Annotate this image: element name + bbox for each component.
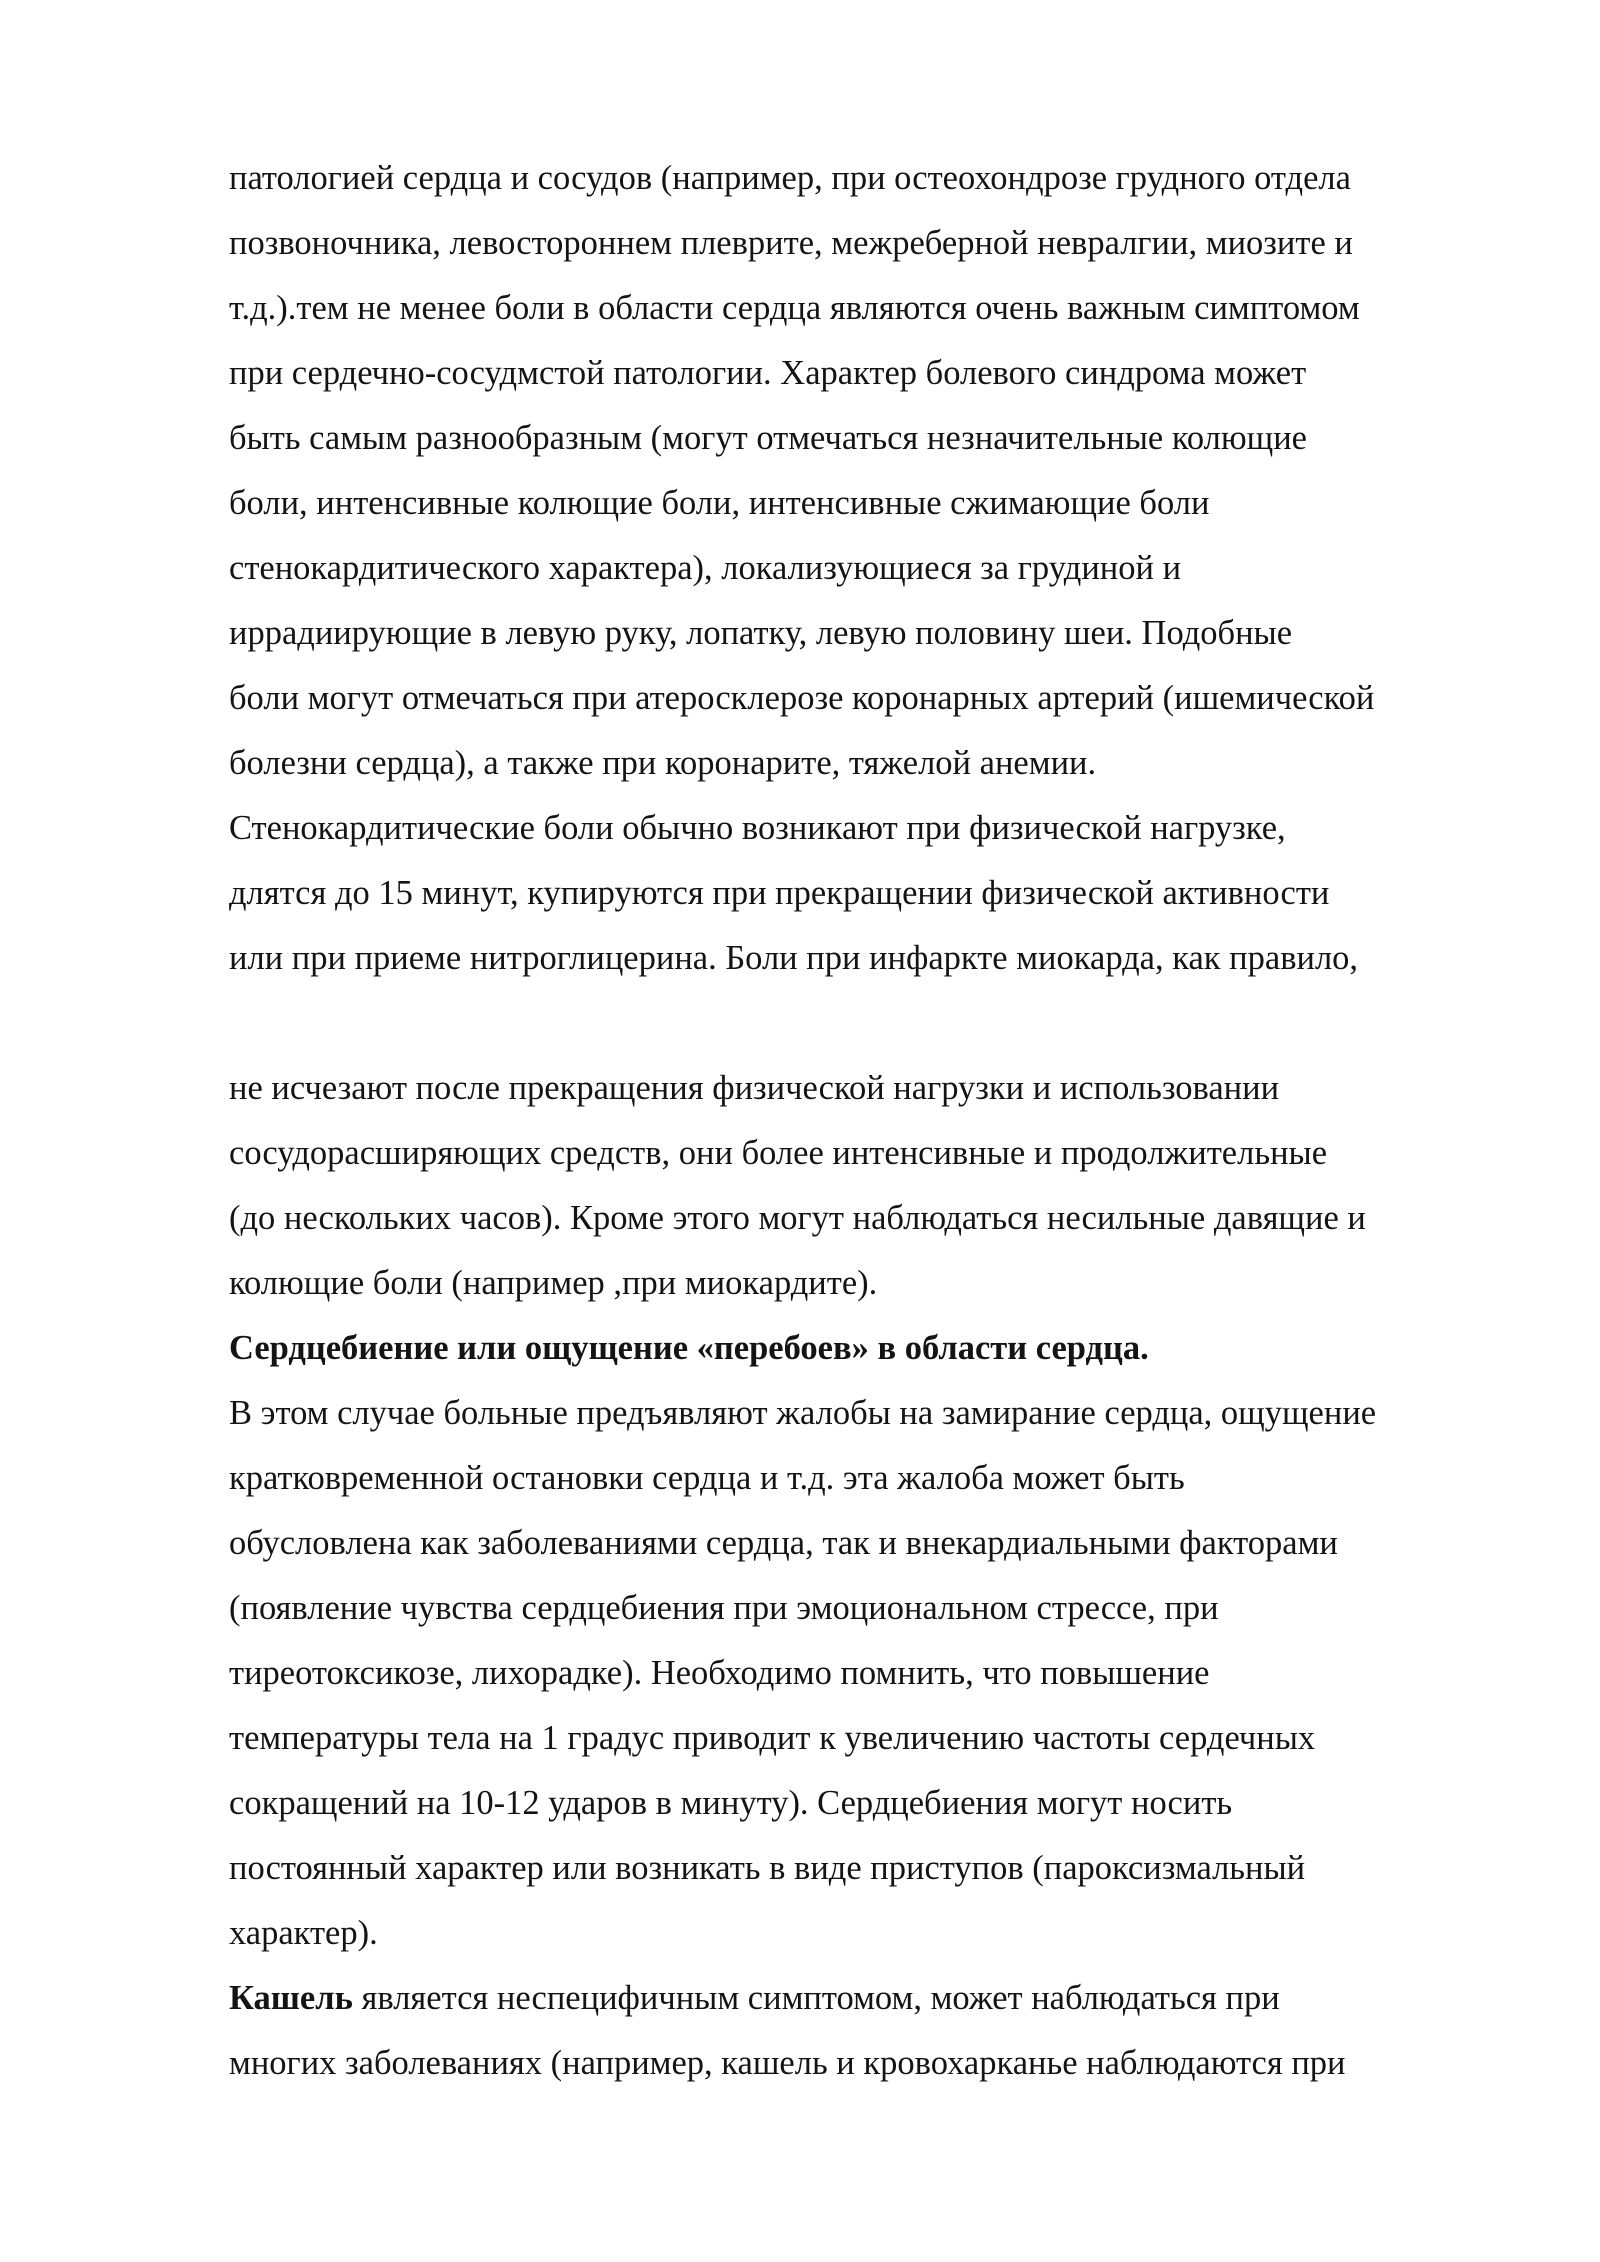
text-line: патологией сердца и сосудов (например, при остеохондрозе грудного отдела xyxy=(229,159,1351,197)
text-line: болезни сердца), а также при коронарите, тяжелой анемии. xyxy=(229,744,1097,782)
text-line: иррадиирующие в левую руку, лопатку, левую половину шеи. Подобные xyxy=(229,614,1293,652)
text-line: постоянный характер или возникать в виде приступов (пароксизмальный xyxy=(229,1849,1306,1887)
text-line: не исчезают после прекращения физической нагрузки и использовании xyxy=(229,1069,1280,1107)
term-cough: Кашель xyxy=(229,1979,353,2017)
text-line: кратковременной остановки сердца и т.д. эта жалоба может быть xyxy=(229,1459,1185,1497)
text-line: сосудорасширяющих средств, они более интенсивные и продолжительные xyxy=(229,1134,1328,1172)
text-line: (появление чувства сердцебиения при эмоциональном стрессе, при xyxy=(229,1589,1219,1627)
text-line: при сердечно-сосудмстой патологии. Характер болевого синдрома может xyxy=(229,354,1307,392)
text-line: или при приеме нитроглицерина. Боли при инфаркте миокарда, как правило, xyxy=(229,939,1359,977)
text-fragment: является неспецифичным симптомом, может наблюдаться при xyxy=(352,1979,1280,2017)
text-line xyxy=(229,1978,1529,2018)
text-line: В этом случае больные предъявляют жалобы на замирание сердца, ощущение xyxy=(229,1394,1377,1432)
text-line: многих заболеваниях (например, кашель и кровохарканье наблюдаются при xyxy=(229,2044,1346,2082)
text-line: (до нескольких часов). Кроме этого могут наблюдаться несильные давящие и xyxy=(229,1199,1366,1237)
text-line: колющие боли (например ,при миокардите). xyxy=(229,1264,878,1302)
text-line: характер). xyxy=(229,1914,378,1952)
text-line: позвоночника, левостороннем плеврите, межреберной невралгии, миозите и xyxy=(229,224,1353,262)
text-line: сокращений на 10-12 ударов в минуту). Сердцебиения могут носить xyxy=(229,1784,1233,1822)
text-line: быть самым разнообразным (могут отмечаться незначительные колющие xyxy=(229,419,1307,457)
text-line: Стенокардитические боли обычно возникают при физической нагрузке, xyxy=(229,809,1286,847)
text-line: обусловлена как заболеваниями сердца, так и внекардиальными факторами xyxy=(229,1524,1338,1562)
text-line: боли, интенсивные колющие боли, интенсивные сжимающие боли xyxy=(229,484,1210,522)
text-line: тиреотоксикозе, лихорадке). Необходимо помнить, что повышение xyxy=(229,1654,1210,1692)
text-line: т.д.).тем не менее боли в области сердца являются очень важным симптомом xyxy=(229,289,1360,327)
text-line: длятся до 15 минут, купируются при прекращении физической активности xyxy=(229,874,1330,912)
section-heading: Сердцебиение или ощущение «перебоев» в области сердца. xyxy=(229,1329,1149,1367)
text-line: температуры тела на 1 градус приводит к увеличению частоты сердечных xyxy=(229,1719,1316,1757)
text-line: стенокардитического характера), локализующиеся за грудиной и xyxy=(229,549,1182,587)
text-line: боли могут отмечаться при атеросклерозе коронарных артерий (ишемической xyxy=(229,679,1375,717)
